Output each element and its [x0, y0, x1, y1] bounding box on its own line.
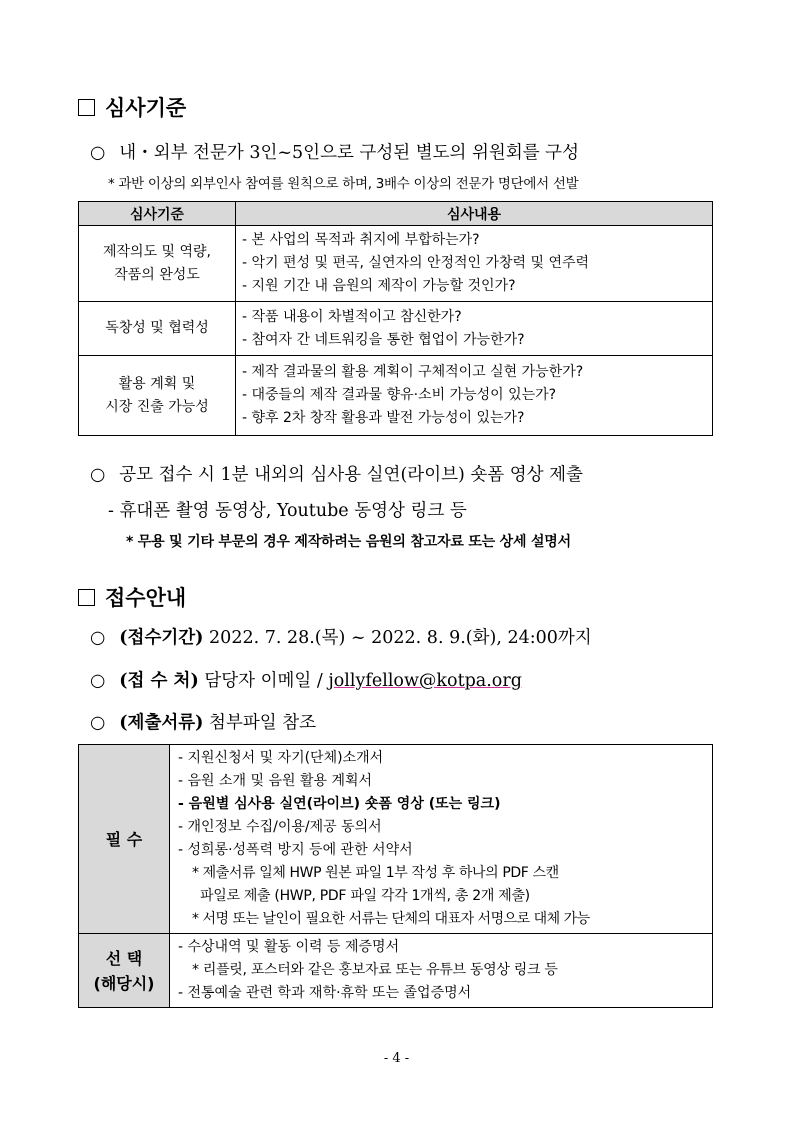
submission-line [90, 461, 583, 486]
section-heading-criteria [78, 92, 186, 122]
required-note: * 서명 또는 날인이 필요한 서류는 단체의 대표자 서명으로 대체 가능 [192, 911, 590, 927]
criteria-line: 작품의 완성도 [114, 266, 200, 283]
section-heading-reception [78, 582, 186, 612]
period-value: 2022. 7. 28.(목) ~ 2022. 8. 9.(화), 24:00까지 [209, 628, 592, 648]
optional-note: * 리플릿, 포스터와 같은 홍보자료 또는 유튜브 동영상 링크 등 [192, 962, 558, 978]
contents-line: - 참여자 간 네트워킹을 통한 협업이 가능한가? [242, 331, 525, 348]
criteria-cell [79, 356, 236, 436]
place-line [90, 667, 522, 692]
contents-line: - 지원 기간 내 음원의 제작이 가능할 것인가? [242, 278, 516, 294]
contents-line: - 본 사업의 목적과 취지에 부합하는가? [242, 232, 480, 248]
submission-sub-line: - 휴대폰 촬영 동영상, Youtube 동영상 링크 등 [108, 501, 467, 521]
optional-label-line: (해당시) [93, 973, 155, 993]
section-heading-text: 심사기준 [105, 96, 187, 120]
required-items-cell [170, 745, 713, 934]
checkbox-square-icon [78, 589, 95, 606]
criteria-line: 시장 진출 가능성 [105, 398, 209, 415]
place-label: (접 수 처) [119, 671, 199, 691]
criteria-table [78, 201, 713, 436]
required-label: 필 수 [79, 745, 170, 934]
contents-line: - 대중들의 제작 결과물 향유·소비 가능성이 있는가? [242, 387, 557, 403]
criteria-cell [79, 226, 236, 302]
period-line [90, 624, 592, 649]
criteria-col-header: 심사기준 [79, 202, 236, 226]
docs-value: 첨부파일 참조 [209, 713, 317, 733]
contents-col-header: 심사내용 [236, 202, 713, 226]
section-heading-text: 접수안내 [105, 586, 187, 610]
required-item: - 지원신청서 및 자기(단체)소개서 [178, 750, 384, 766]
checkbox-square-icon [78, 99, 95, 116]
contents-line: - 악기 편성 및 편곡, 실연자의 안정적인 가창력 및 연주력 [242, 255, 590, 271]
composition-text: 내・외부 전문가 3인~5인으로 구성된 별도의 위원회를 구성 [119, 143, 579, 163]
contents-line: - 향후 2차 창작 활용과 발전 가능성이 있는가? [242, 410, 525, 426]
criteria-cell [79, 302, 236, 356]
contents-cell [236, 226, 713, 302]
period-label: (접수기간) [119, 628, 204, 648]
composition-line [90, 139, 579, 164]
contents-cell [236, 302, 713, 356]
documents-table [78, 744, 713, 1008]
email-link[interactable]: jollyfellow@kotpa.org [328, 671, 522, 691]
required-item: - 개인정보 수집/이용/제공 동의서 [178, 819, 382, 835]
docs-line [90, 709, 316, 734]
criteria-line: 제작의도 및 역량, [102, 243, 212, 260]
optional-item: - 전통예술 관련 학과 재학·휴학 또는 졸업증명서 [178, 985, 472, 1001]
required-item: - 성희롱·성폭력 방지 등에 관한 서약서 [178, 842, 413, 858]
page-number: - 4 - [383, 1051, 410, 1066]
optional-items-cell [170, 934, 713, 1008]
required-note: 파일로 제출 (HWP, PDF 파일 각각 1개씩, 총 2개 제출) [200, 888, 530, 904]
optional-item: - 수상내역 및 활동 이력 등 제증명서 [178, 939, 400, 955]
circle-bullet-icon: ○ [90, 671, 106, 691]
required-item: - 음원별 심사용 실연(라이브) 숏폼 영상 (또는 링크) [178, 796, 501, 812]
contents-line: - 작품 내용이 차별적이고 참신한가? [242, 308, 462, 325]
optional-label-line: 선 택 [105, 948, 143, 968]
circle-bullet-icon: ○ [90, 713, 106, 733]
criteria-line: 독창성 및 협력성 [105, 320, 209, 336]
composition-note: * 과반 이상의 외부인사 참여를 원칙으로 하며, 3배수 이상의 전문가 명단에서 선발 [108, 176, 579, 192]
contents-cell [236, 356, 713, 436]
circle-bullet-icon: ○ [90, 143, 106, 163]
optional-label [79, 934, 170, 1008]
circle-bullet-icon: ○ [90, 465, 106, 485]
circle-bullet-icon: ○ [90, 628, 106, 648]
submission-note: * 무용 및 기타 부문의 경우 제작하려는 음원의 참고자료 또는 상세 설명서 [126, 534, 571, 550]
submission-text: 공모 접수 시 1분 내외의 심사용 실연(라이브) 숏폼 영상 제출 [119, 465, 583, 485]
contents-line: - 제작 결과물의 활용 계획이 구체적이고 실현 가능한가? [242, 364, 584, 380]
required-note: * 제출서류 일체 HWP 원본 파일 1부 작성 후 하나의 PDF 스캔 [192, 865, 559, 881]
place-value: 담당자 이메일 / [204, 671, 329, 691]
criteria-line: 활용 계획 및 [118, 375, 196, 392]
docs-label: (제출서류) [119, 713, 204, 733]
required-item: - 음원 소개 및 음원 활용 계획서 [178, 773, 373, 789]
